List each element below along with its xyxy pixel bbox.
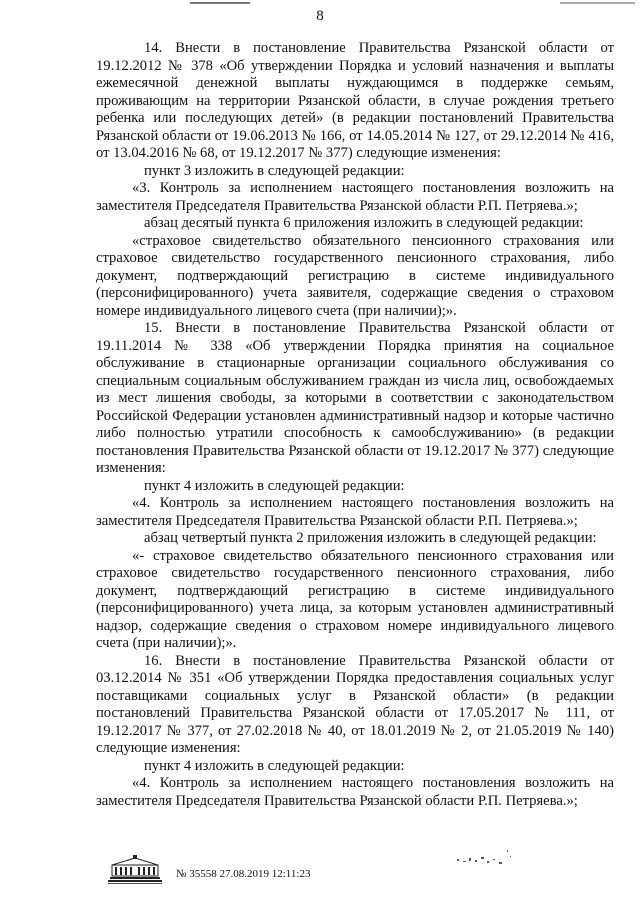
paragraph-instruction: абзац десятый пункта 6 приложения изложить в следующей редакции: — [144, 215, 584, 231]
page-number: 8 — [316, 8, 324, 24]
paragraph-quote: «4. Контроль за исполнением настоящего постановления возложить на заместителя Председателя Правительства Рязанской области Р.П. Петряева.»; — [96, 775, 614, 809]
paragraph-instruction: абзац четвертый пункта 2 приложения изложить в следующей редакции: — [144, 530, 597, 546]
paragraph-item-14: 14. Внести в постановление Правительства Рязанской области от 19.12.2012 № 378 «Об утверждении Порядка и условий назначения и выплаты ежемесячной денежной выплаты нуждающимся в поддержке семьям, проживающим на территории Рязанской области, в случае рождения третьего ребенка или последующих детей» (в редакции постановлений Правительства Рязанской области от 19.06.2013 № 166, от 14.05.2014 № 127, от 29.12.2014 № 416, от 13.04.2016 № 68, от 19.12.2017 № 377) следующие изменения: — [96, 40, 614, 161]
registration-number: № 35558 27.08.2019 12:11:23 — [176, 868, 311, 880]
document-body — [96, 40, 614, 810]
paragraph-instruction: пункт 4 изложить в следующей редакции: — [144, 477, 405, 494]
paragraph-instruction: пункт 3 изложить в следующей редакции: — [144, 162, 405, 179]
paragraph-item-15: 15. Внести в постановление Правительства Рязанской области от 19.11.2014 № 338 «Об утверждении Порядка принятия на социальное обслуживание в стационарные организации социального обслуживания со специальным социальным обслуживанием граждан из числа лиц, освобождаемых из мест лишения свободы, за которыми в соответствии с законодательством Российской Федерации установлен административный надзор и которые частично либо полностью утратили способность к самообслуживанию» (в редакции постановления Правительства Рязанской области от 19.12.2017 № 377) следующие изменения: — [96, 320, 614, 476]
paragraph-instruction: пункт 4 изложить в следующей редакции: — [144, 757, 405, 774]
paragraph-quote: «страховое свидетельство обязательного пенсионного страхования или страховое свидетельство государственного пенсионного страхования, либо документ, подтверждающий регистрацию в системе индивидуального (персонифицированного) учета заявителя, содержащие сведения о страховом номере индивидуального лицевого счета (при наличии);». — [96, 232, 614, 319]
paragraph-item-16: 16. Внести в постановление Правительства Рязанской области от 03.12.2014 № 351 «Об утверждении Порядка предоставления социальных услуг поставщиками социальных услуг в Рязанской области» (в редакции постановлений Правительства Рязанской области от 17.05.2017 № 111, от 19.12.2017 № 377, от 27.02.2018 № 40, от 18.01.2019 № 2, от 21.05.2019 № 140) следующие изменения: — [96, 652, 614, 756]
paragraph-quote: «4. Контроль за исполнением настоящего постановления возложить на заместителя Председателя Правительства Рязанской области Р.П. Петряева.»; — [96, 495, 614, 529]
document-footer — [104, 854, 404, 896]
scan-edge-mark — [190, 2, 250, 4]
paragraph-quote: «3. Контроль за исполнением настоящего постановления возложить на заместителя Председателя Правительства Рязанской области Р.П. Петряева.»; — [96, 180, 614, 214]
paragraph-quote: «- страховое свидетельство обязательного пенсионного страхования или страховое свидетельство государственного пенсионного страхования, либо документ, подтверждающий регистрацию в системе индивидуального (персонифицированного) учета лица, за которым установлен административный надзор, содержащие сведения о страховом номере индивидуального лицевого счета (при наличии);». — [96, 547, 614, 651]
scan-edge-mark — [560, 2, 635, 4]
scan-stamp-marks — [455, 845, 525, 875]
government-building-logo — [104, 854, 166, 886]
